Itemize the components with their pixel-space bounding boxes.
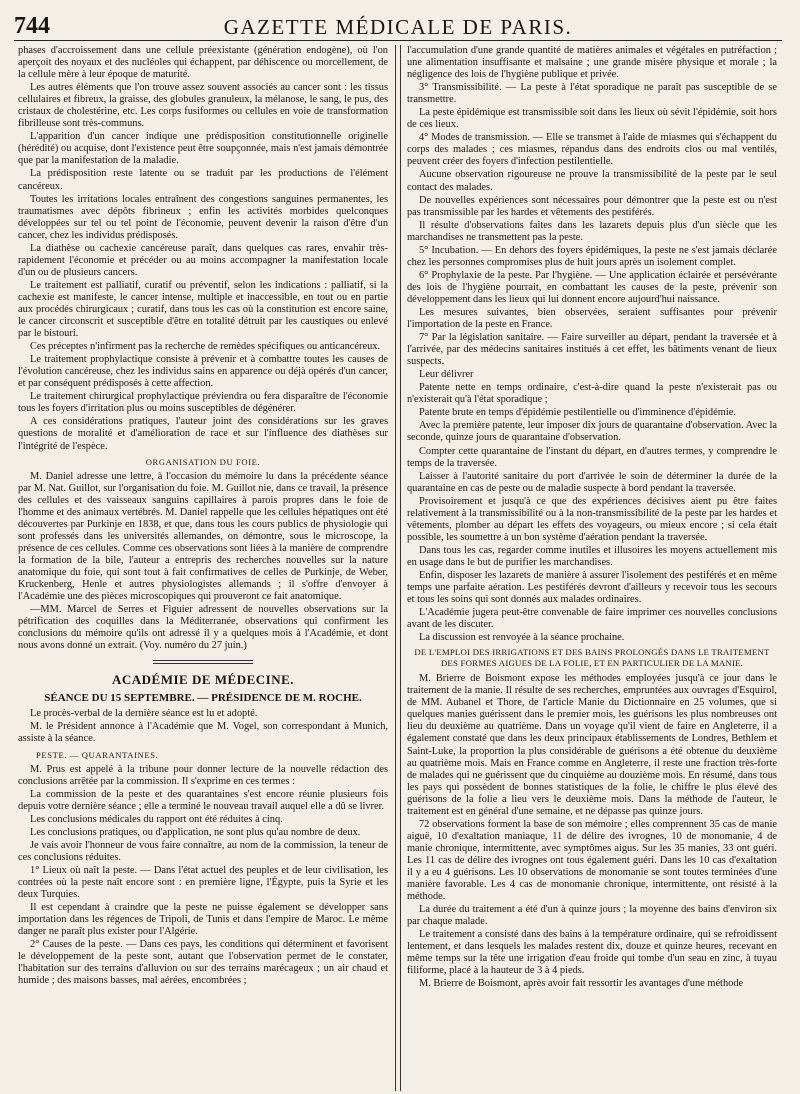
journal-title: GAZETTE MÉDICALE DE PARIS. — [223, 15, 573, 39]
paragraph: 6° Prophylaxie de la peste. Par l'hygiène. — Une application éclairée et persévérante des lois de l'hygiène pourrait, en combattant les causes de la peste, prévenir son développement dans les lieux qui lui donnent encore aujourd'hui naissance. — [406, 269, 777, 305]
page-number: 744 — [14, 13, 50, 39]
paragraph: —MM. Marcel de Serres et Figuier adressent de nouvelles observations sur la pétrification des coquilles dans la Méditerranée, observations qui confirment les conclusions du mémoire qu'ils ont adressé il y a quelques mois à l'Académie, et dont nous avons donné un extrait. (Voy. numéro du 27 juin.) — [18, 604, 389, 652]
paragraph: Patente brute en temps d'épidémie pestilentielle ou d'imminence d'épidémie. — [418, 407, 736, 419]
right-column — [403, 41, 782, 1091]
paragraph: Laisser à l'autorité sanitaire du port d'arrivée le soin de déterminer la durée de la quarantaine en cas de peste ou de maladie suspecte à bord pendant la traversée. — [406, 470, 777, 494]
paragraph: Leur délivrer — [418, 369, 474, 381]
paragraph: Patente nette en temps ordinaire, c'est-à-dire quand la peste n'existerait pas ou n'existerait qu'à l'état sporadique ; — [406, 382, 777, 406]
paragraph: Avec la première patente, leur imposer dix jours de quarantaine d'observation. Avec la seconde, quinze jours de quarantaine d'observation. — [406, 420, 777, 444]
session-heading: SÉANCE DU 15 SEPTEMBRE. — PRÉSIDENCE DE M. ROCHE. — [44, 692, 362, 705]
section-divider — [153, 660, 253, 664]
paragraph: M. le Président annonce à l'Académie que M. Vogel, son correspondant à Munich, assiste à la séance. — [18, 721, 389, 745]
subsection-heading: ORGANISATION DU FOIE. — [145, 456, 261, 467]
paragraph: Compter cette quarantaine de l'instant du départ, en d'autres termes, y comprendre le temps de la traversée. — [406, 445, 777, 469]
paragraph: Ces préceptes n'infirment pas la recherche de remèdes spécifiques ou anticancéreux. — [30, 341, 381, 353]
paragraph: 3° Transmissibilité. — La peste à l'état sporadique ne paraît pas susceptible de se transmettre. — [406, 82, 777, 106]
left-column — [14, 41, 393, 1091]
paragraph: La durée du traitement a été d'un à quinze jours ; la moyenne des bains d'environ six par chaque malade. — [406, 904, 777, 928]
paragraph: De nouvelles expériences sont nécessaires pour démontrer que la peste est ou n'est pas transmissible par les hardes et vêtements des pestiférés. — [406, 194, 777, 218]
paragraph: Le traitement prophylactique consiste à prévenir et à combattre toutes les causes de l'évolution cancéreuse, chez les individus sains en apparence ou déjà opérés d'un cancer, et par conséquent prédisposés à cette affection. — [18, 354, 389, 390]
page-header — [14, 6, 782, 41]
paragraph: M. Brierre de Boismont expose les méthodes employées jusqu'à ce jour dans le traitement de la manie. Il résulte de ses recherches, empruntées aux ouvrages d'Esquirol, de MM. Aubanel et Thore, de l'article Manie du Dictionnaire en 25 volumes, que si quelques manies guérissent dans le premier mois, les guérisons les plus nombreuses ont lieu du deuxième au quatrième. Dans un voyage qu'il vient de faire en Angleterre, il a également constaté que dans les deux principaux établissements de Londres, Bethlem et Saint-Luke, la proportion la plus considérable de guérisons a été obtenue du deuxième au quatrième mois. Mais en France comme en Angleterre, il reste une fraction très-forte de malades qui ne guérissent que du cinquième au douzième mois. En résumé, dans tous les pays qui possèdent de bonnes statistiques de la folie, le chiffre le plus élevé des guérisons de la folie a lieu vers le deuxième mois. Dans la méthode de l'auteur, le traitement est en général d'une semaine, et ne dépasse pas quinze jours. — [406, 673, 777, 817]
paragraph: 2° Causes de la peste. — Dans ces pays, les conditions qui déterminent et favorisent le développement de la peste sont, autant que l'observation permet de le constater, l'habitation sur des terrains d'alluvion ou sur des terrains marécageux ; un air chaud et humide ; des maisons basses, mal aérées, encombrées ; — [18, 939, 389, 987]
paragraph: La peste épidémique est transmissible soit dans les lieux où sévit l'épidémie, soit hors de ces lieux. — [406, 107, 777, 131]
paragraph: Il est cependant à craindre que la peste ne puisse également se développer sans importation dans les régences de Tripoli, de Tunis et dans l'empire de Maroc. Le même danger ne paraît plus exister pour l'Algérie. — [18, 902, 389, 938]
paragraph: La commission de la peste et des quarantaines s'est encore réunie plusieurs fois depuis votre dernière séance ; elle a terminé le nouveau travail auquel elle a dû se livrer. — [18, 788, 389, 812]
paragraph: L'apparition d'un cancer indique une prédisposition constitutionnelle originelle (hérédité) ou acquise, dont l'existence peut être soupçonnée, mais n'est jamais démontrée que par la manifestation de la maladie. — [18, 131, 389, 167]
paragraph: Le traitement a consisté dans des bains à la température ordinaire, qui se refroidissent lentement, et dans lesquels les malades restent dix, douze et quinze heures, recevant en même temps sur la tête une irrigation d'eau froide qui tombe d'un seau en zinc, à tuyau filiforme, placé à la hauteur de 3 à 4 pieds. — [406, 929, 777, 977]
paragraph: M. Brierre de Boismont, après avoir fait ressortir les avantages d'une méthode — [418, 978, 744, 990]
paragraph: Il résulte d'observations faites dans les lazarets depuis plus d'un siècle que les marchandises ne transmettent pas la peste. — [406, 219, 777, 243]
paragraph: Le procès-verbal de la dernière séance est lu et adopté. — [30, 708, 258, 720]
paragraph: 72 observations forment la base de son mémoire ; elles comprennent 35 cas de manie aiguë, 10 d'exaltation maniaque, 11 de délire des ivrognes, 10 de monomanie, 4 de manie chronique, intermittente, avec symptômes aigus. Sur les 35 manies, 33 ont guéri. Les 11 cas de délire des ivrognes ont tous également guéri. Dans les 10 cas d'exaltation il y a eu 4 guérisons. Les 10 observations de monomanie se sont toutes terminées d'une manière favorable. Les 4 cas de monomanie chronique, intermittente, ont résisté à la méthode. — [406, 818, 777, 903]
paragraph: Dans tous les cas, regarder comme inutiles et illusoires les moyens actuellement mis en usage dans le but de purifier les marchandises. — [406, 544, 777, 568]
paragraph: Provisoirement et jusqu'à ce que des expériences décisives aient pu être faites relativement à la transmissibilité ou à la non-transmissibilité de la peste par les hardes et vêtements, plomber au départ les effets des voyageurs, ou mieux encore ; si cela était possible, les soumettre à un bon système d'aération pendant la traversée. — [406, 495, 777, 543]
paragraph: Les conclusions médicales du rapport ont été réduites à cinq. — [30, 813, 283, 825]
article-title: DE L'EMPLOI DES IRRIGATIONS ET DES BAINS PROLONGÉS DANS LE TRAITEMENT DES FORMES AIGUES DE LA FOLIE, ET EN PARTICULIER DE LA MANIE. — [414, 647, 770, 669]
paragraph: A ces considérations pratiques, l'auteur joint des considérations sur les graves questions de moralité et d'amélioration de race et sur l'influence des diathèses sur l'intégrité de l'espèce. — [18, 416, 389, 452]
paragraph: phases d'accroissement dans une cellule préexistante (génération endogène), où l'on aperçoit des noyaux et des nucléoles qui échappent, par déhiscence ou morcellement, de la cellule mère à leur époque de maturité. — [18, 45, 389, 81]
paragraph: M. Prus est appelé à la tribune pour donner lecture de la nouvelle rédaction des conclusions arrêtée par la commission. Il s'exprime en ces termes : — [18, 763, 389, 787]
paragraph: 7° Par la législation sanitaire. — Faire surveiller au départ, pendant la traversée et à l'arrivée, par des médecins sanitaires institués à cet effet, les bâtiments venant de lieux suspects. — [406, 332, 777, 368]
paragraph: M. Daniel adresse une lettre, à l'occasion du mémoire lu dans la précédente séance par M. Nat. Guillot, sur l'organisation du foie. M. Guillot nie, dans ce travail, la présence des cellules et des vaisseaux sanguins capillaires à parois propres dans le foie de l'homme et des animaux vertébrés. M. Daniel rappelle que les cellules hépatiques ont été découvertes par Purkinje en 1838, et que, dans tous les cours publics de physiologie qui sont professés dans les universités allemandes, on démontre, sous le microscope, la présence de ces cellules. Comme ces observations sont liées à la manière de comprendre la formation de la bile, l'auteur a entrepris des recherches nouvelles sur la nature anatomique du foie, qui sont tout à fait confirmatives de celles de Purkinje, de Weber, Kruckenberg, Henle et autres physiologistes allemands ; il s'offre d'envoyer à l'Académie une des pièces microscopiques qui prouveront ce fait anatomique. — [18, 470, 389, 603]
paragraph: Enfin, disposer les lazarets de manière à assurer l'isolement des pestiférés et en même temps une parfaite aération. Les pestiférés devront d'ailleurs y recevoir tous les secours et tous les soins qui sont donnés aux malades ordinaires. — [406, 569, 777, 606]
paragraph: Je vais avoir l'honneur de vous faire connaître, au nom de la commission, la teneur de ces conclusions réduites. — [18, 839, 389, 863]
column-rule — [395, 45, 401, 1091]
paragraph: La discussion est renvoyée à la séance prochaine. — [418, 632, 625, 644]
paragraph: Les mesures suivantes, bien observées, seraient suffisantes pour prévenir l'importation de la peste en France. — [406, 306, 777, 331]
paragraph: 1° Lieux où naît la peste. — Dans l'état actuel des peuples et de leur civilisation, les contrées où la peste naît encore sont : en première ligne, l'Égypte, puis la Syrie et les deux Turquies. — [18, 864, 389, 901]
paragraph: 4° Modes de transmission. — Elle se transmet à l'aide de miasmes qui s'échappent du corps des malades ; ces miasmes, répandus dans des endroits clos ou mal ventilés, peuvent créer des foyers d'infection pestilentielle. — [406, 132, 777, 168]
paragraph: Les autres éléments que l'on trouve assez souvent associés au cancer sont : les tissus cellulaires et fibreux, la graisse, des globules granuleux, la mélanose, le sang, le pus, des cristaux de cholestérine, etc. Les corps fusiformes ou cellules en voie de transformation fibrilleuse sont très-communs. — [18, 82, 389, 130]
paragraph: L'Académie jugera peut-être convenable de faire imprimer ces nouvelles conclusions avant de les discuter. — [406, 607, 777, 631]
paragraph: La diathèse ou cachexie cancéreuse paraît, dans quelques cas rares, envahir très-rapidement l'économie et précéder ou au moins accompagner la manifestation locale d'un ou de plusieurs cancers. — [18, 242, 389, 278]
subsection-heading: PESTE. — QUARANTAINES. — [36, 749, 159, 760]
paragraph: Aucune observation rigoureuse ne prouve la transmissibilité de la peste par le seul contact des malades. — [406, 169, 777, 193]
paragraph: l'accumulation d'une grande quantité de matières animales et végétales en putréfaction ; une alimentation insuffisante et malsaine ; une grande misère physique et morale ; la négligence des lois de l'hygiène publique et privée. — [406, 45, 777, 81]
paragraph: 5° Incubation. — En dehors des foyers épidémiques, la peste ne s'est jamais déclarée chez les personnes compromises plus de huit jours après un isolement complet. — [406, 244, 777, 268]
paragraph: La prédisposition reste latente ou se traduit par les productions de l'élément cancéreux. — [18, 168, 389, 192]
paragraph: Le traitement est palliatif, curatif ou préventif, selon les indications : palliatif, si la cachexie est manifeste, le cancer intense, multiple et inaccessible, en tout ou en partie aux procédés chirurgicaux ; curatif, dans tous les cas où la constitution est encore saine, le cancer circonscrit et susceptible d'être en totalité détruit par les caustiques ou enlevé par le bistouri. — [18, 279, 389, 340]
paragraph: Toutes les irritations locales entraînent des congestions sanguines permanentes, les traumatismes avec dépôts fibrineux ; enfin les activités morbides quelconques développées sur tel ou tel point de l'économie, peuvent devenir la raison d'être d'un cancer, chez les individus prédisposés. — [18, 193, 389, 241]
paragraph: Les conclusions pratiques, ou d'application, ne sont plus qu'au nombre de deux. — [30, 826, 361, 838]
paragraph: Le traitement chirurgical prophylactique préviendra ou fera disparaître de l'économie tous les foyers d'irritation plus ou moins susceptibles de dégénérer. — [18, 391, 389, 415]
section-heading: ACADÉMIE DE MÉDECINE. — [111, 672, 295, 688]
